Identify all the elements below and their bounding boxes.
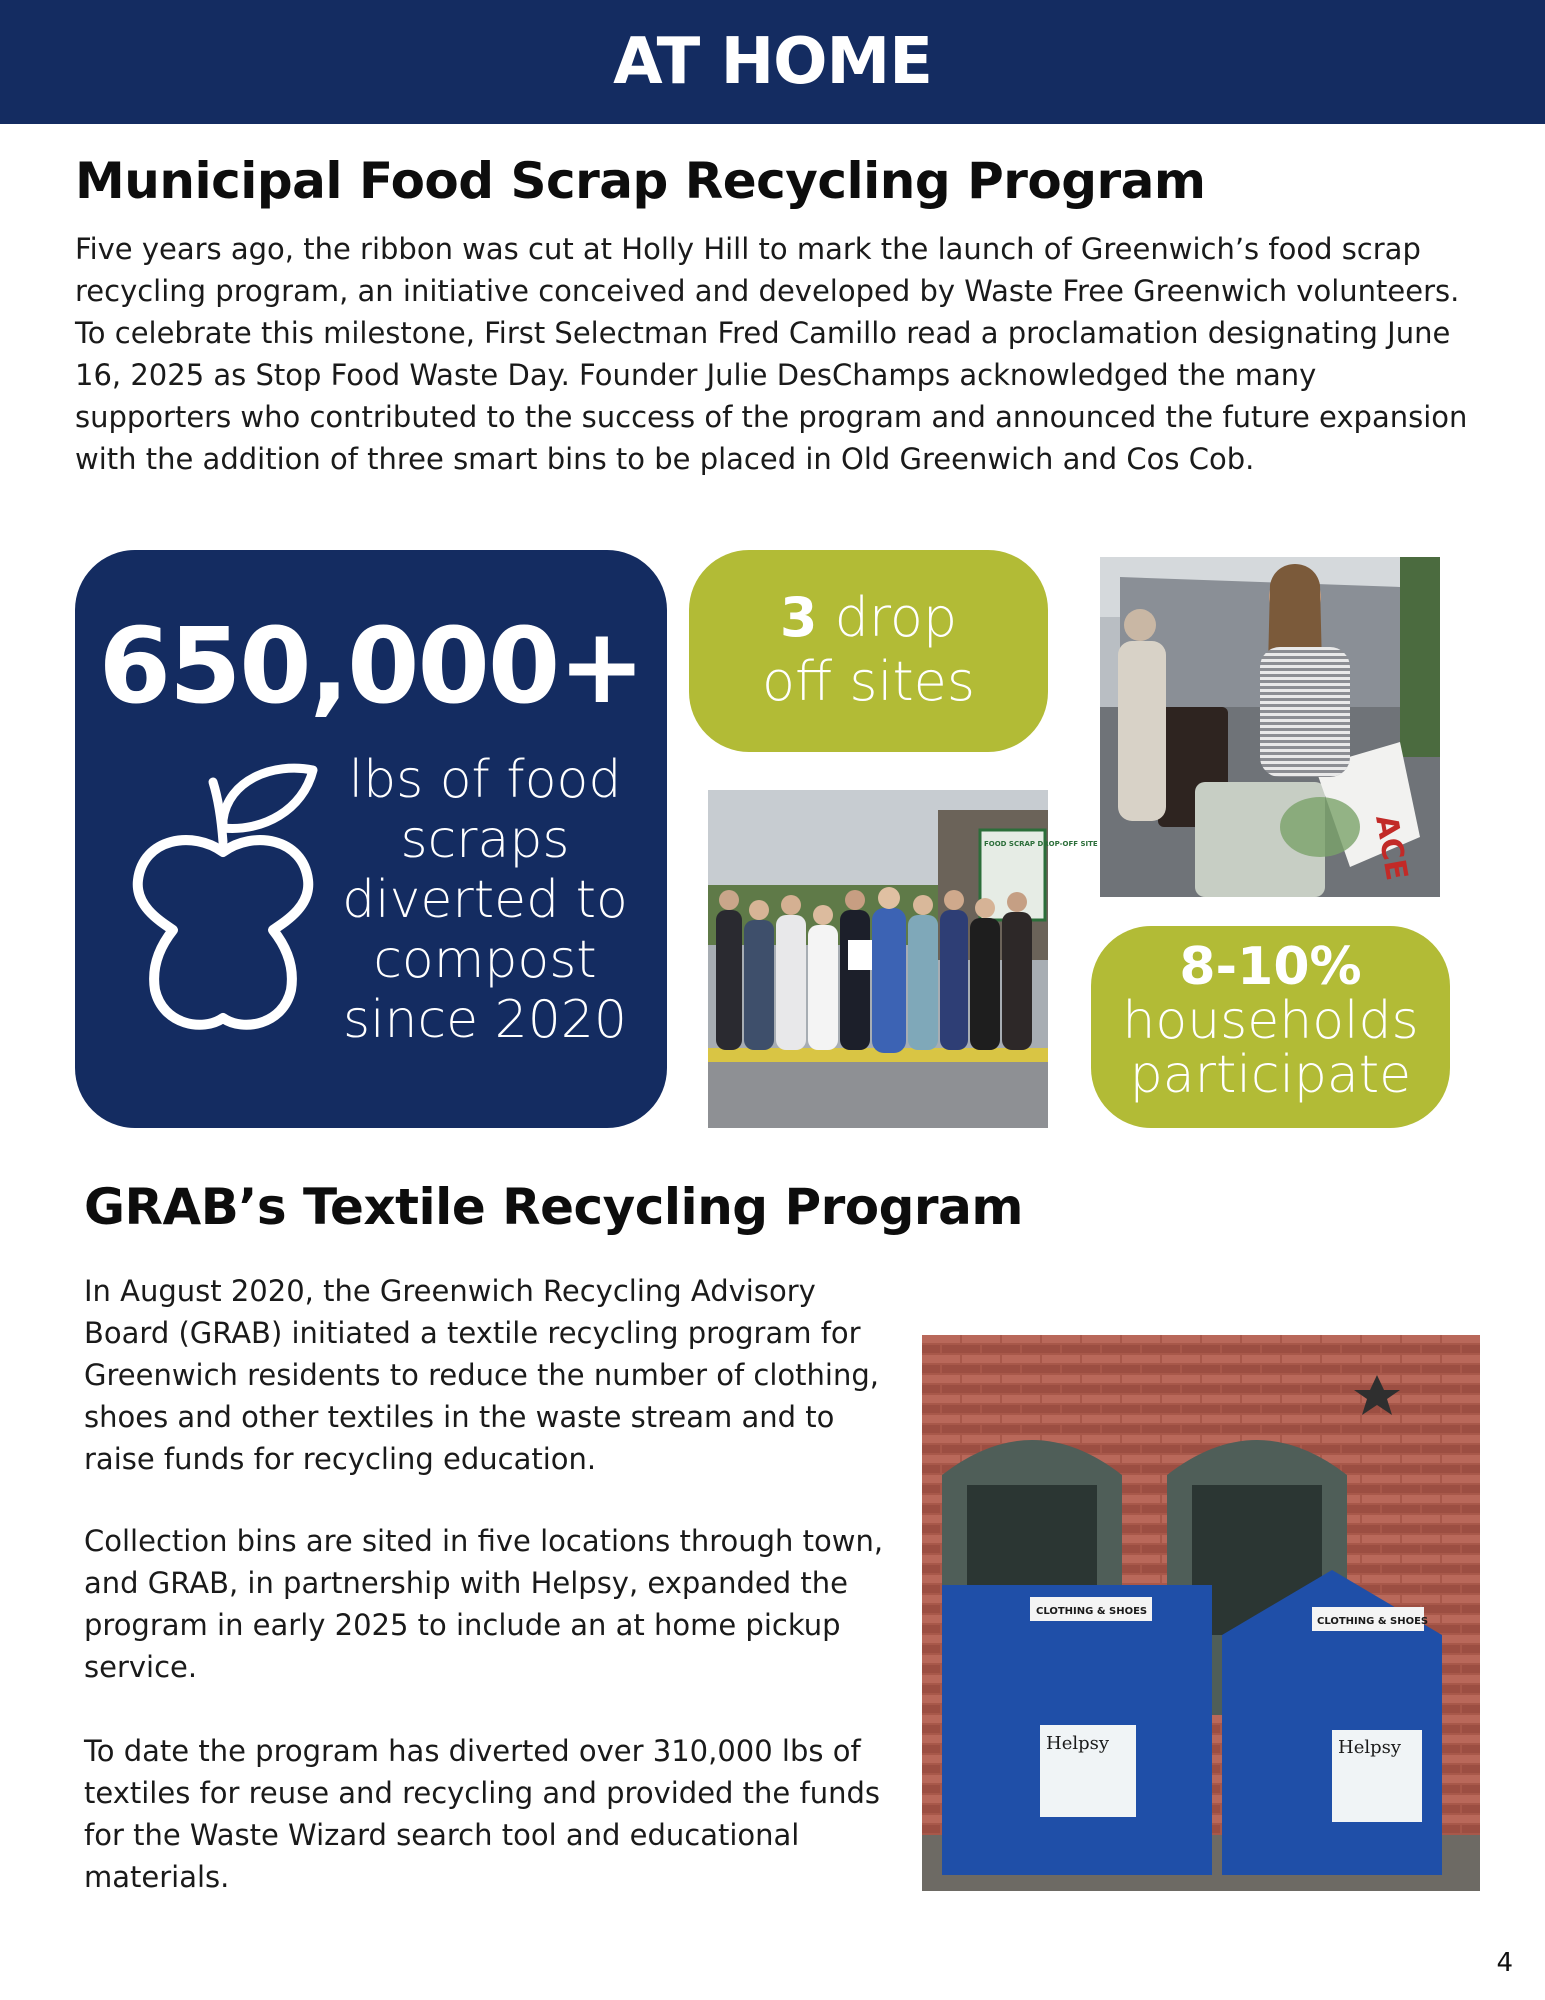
- bin-sign-text: CLOTHING & SHOES: [1317, 1616, 1429, 1627]
- sites-word: drop: [834, 586, 958, 649]
- pounds-label-line: scraps: [400, 810, 570, 870]
- textile-section-heading: GRAB’s Textile Recycling Program: [84, 1178, 1023, 1236]
- pounds-label-line: since 2020: [343, 990, 627, 1050]
- sites-number: 3: [779, 586, 818, 649]
- pounds-label-line: diverted to: [342, 870, 628, 930]
- apple-core-icon: [123, 760, 323, 1040]
- banner-title: AT HOME: [613, 25, 932, 99]
- households-stat: [1091, 926, 1450, 1128]
- pounds-stat-card: [75, 550, 667, 1128]
- food-section-heading: Municipal Food Scrap Recycling Program: [75, 152, 1206, 210]
- bin-sign-text: CLOTHING & SHOES: [1036, 1606, 1148, 1617]
- pounds-stat-value: 650,000+: [98, 605, 644, 727]
- pounds-label-line: compost: [373, 930, 597, 990]
- pounds-label-line: lbs of food: [348, 750, 622, 810]
- households-line2: participate: [1129, 1045, 1412, 1105]
- textile-collection-bins-photo: [922, 1335, 1480, 1891]
- bin-brand-text: Helpsy: [1338, 1737, 1402, 1758]
- textile-para-1: In August 2020, the Greenwich Recycling Advisory Board (GRAB) initiated a textile recycling program for Greenwich residents to reduce the number of clothing, shoes and other textiles in the waste stream and to raise funds for recycling education.: [84, 1274, 879, 1476]
- bucket-brand-text: ACE: [1368, 812, 1415, 884]
- volunteers-photo: [1100, 557, 1440, 897]
- pounds-stat-label: [325, 750, 645, 1050]
- page-banner: [0, 0, 1545, 124]
- bin-brand-text: Helpsy: [1046, 1733, 1110, 1754]
- textile-para-3: To date the program has diverted over 310,000 lbs of textiles for reuse and recycling and provided the funds for the Waste Wizard search tool and educational materials.: [84, 1734, 880, 1894]
- households-value: 8-10%: [1179, 937, 1362, 997]
- food-scrap-sign-text: FOOD SCRAP DROP-OFF SITE: [984, 840, 1098, 848]
- food-section-body: Five years ago, the ribbon was cut at Holly Hill to mark the launch of Greenwich’s food scrap recycling program, an initiative conceived and developed by Waste Free Greenwich volunteers. To celebrate this milestone, First Selectman Fred Camillo read a proclamation designating June 16, 2025 as Stop Food Waste Day. Founder Julie DesChamps acknowledged the many supporters who contributed to the success of the program and announced the future expansion with the addition of three smart bins to be placed in Old Greenwich and Cos Cob.: [75, 232, 1468, 476]
- textile-para-2: Collection bins are sited in five locations through town, and GRAB, in partnership with Helpsy, expanded the program in early 2025 to include an at home pickup service.: [84, 1524, 884, 1684]
- ribbon-cutting-group-photo: [708, 790, 1098, 1128]
- sites-line2: off sites: [761, 650, 976, 713]
- households-line1: households: [1122, 991, 1419, 1051]
- drop-off-sites-stat: [689, 550, 1048, 752]
- page-number: 4: [1496, 1948, 1513, 1978]
